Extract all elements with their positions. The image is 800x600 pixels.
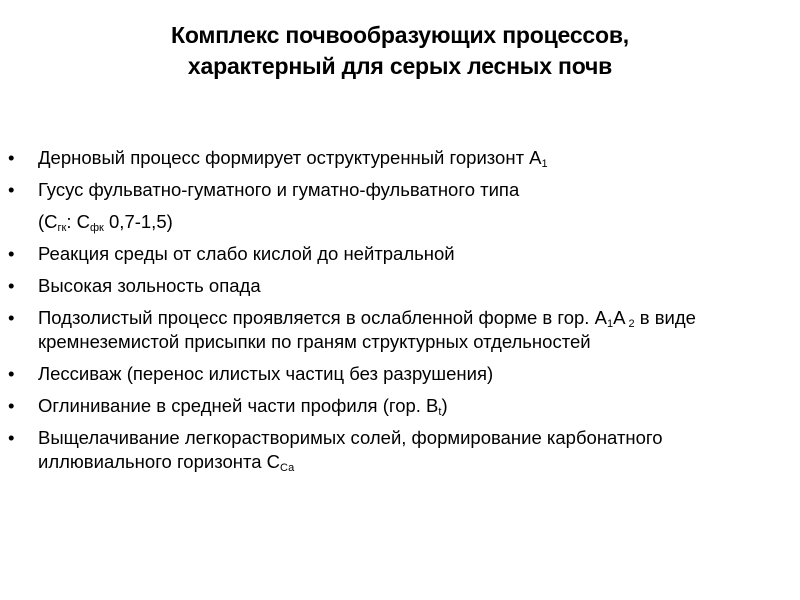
bullet-icon: •	[8, 147, 15, 168]
item-text: Оглинивание в средней части профиля (гор. В	[38, 395, 439, 416]
item-subscript: 1	[541, 158, 548, 170]
bullet-icon: •	[8, 307, 15, 328]
item-text: Дерновый процесс формирует оструктуренный горизонт А	[38, 147, 542, 168]
list-item	[0, 274, 783, 298]
item-text: (С	[38, 211, 58, 232]
item-subscript: Са	[280, 462, 295, 474]
bullet-icon: •	[8, 427, 15, 448]
bullet-icon: •	[8, 179, 15, 200]
item-subscript: гк	[57, 222, 67, 234]
list-item	[0, 242, 783, 266]
item-subscript: t	[438, 406, 442, 418]
bullet-icon: •	[8, 275, 15, 296]
bullet-list	[0, 146, 800, 482]
item-text: Гусус фульватно-гуматного и гуматно-фульватного типа	[38, 179, 520, 200]
item-text: А	[613, 307, 626, 328]
item-text: Высокая зольность опада	[38, 275, 261, 296]
item-text: Лессиваж (перенос илистых частиц без разрушения)	[38, 363, 494, 384]
item-text: )	[441, 395, 448, 416]
item-text: в виде кремнеземистой присыпки по граням структурных отдельностей	[38, 307, 696, 352]
list-item	[0, 306, 783, 354]
list-item	[0, 178, 783, 202]
slide-title-line-1: Комплекс почвообразующих процессов,	[171, 22, 629, 48]
item-subscript: 1	[606, 318, 614, 330]
item-text: Выщелачивание легкорастворимых солей, формирование карбонатного иллювиального горизонта С	[38, 427, 663, 472]
item-text: Подзолистый процесс проявляется в ослабленной форме в гор. А	[38, 307, 607, 328]
list-item	[0, 426, 783, 474]
bullet-icon: •	[8, 243, 15, 264]
bullet-icon: •	[8, 395, 15, 416]
bullet-icon: •	[8, 363, 15, 384]
list-item	[0, 362, 783, 386]
item-subscript: 2	[625, 318, 635, 330]
item-text: Реакция среды от слабо кислой до нейтральной	[38, 243, 455, 264]
item-subscript: фк	[90, 222, 104, 234]
item-text: : С	[66, 211, 90, 232]
list-item	[0, 394, 783, 418]
item-text: 0,7-1,5)	[103, 211, 173, 232]
list-item-continuation	[0, 210, 783, 234]
list-item	[0, 146, 783, 170]
slide-title-line-2: характерный для серых лесных почв	[187, 53, 613, 79]
slide-title	[40, 20, 760, 82]
